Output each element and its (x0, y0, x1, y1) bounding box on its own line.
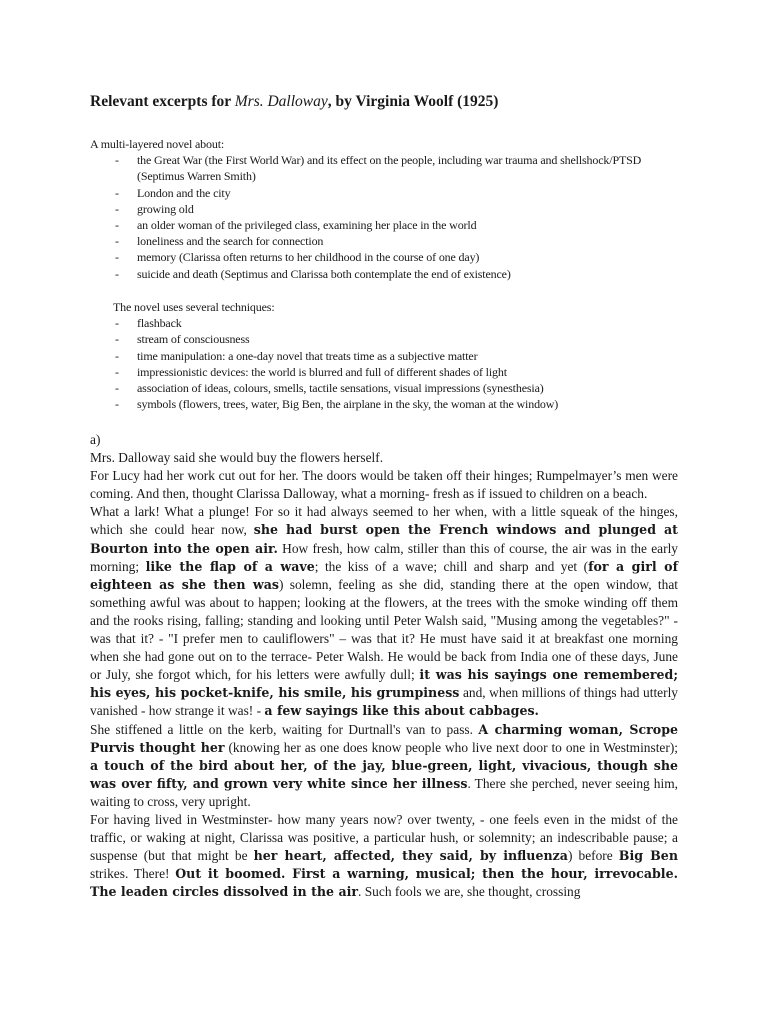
list-item (90, 233, 680, 249)
emphasis-run: a touch of the bird about her, of the jay, blue-green, light, vivacious, though she was over fifty, and grown very white since her illness (90, 757, 678, 791)
dash-marker: - (115, 381, 119, 396)
dash-marker: - (115, 397, 119, 412)
text-run: strikes. There! (90, 866, 176, 882)
excerpt-paragraph (90, 449, 678, 467)
text-run: For Lucy had her work cut out for her. The doors would be taken off their hinges; Rumpelmayer’s men were coming. And then, thought Clarissa Dalloway, what a morning- fresh as if issued to children on a beach. (90, 468, 678, 502)
list-item (90, 331, 680, 347)
emphasis-run: a few sayings like this about cabbages. (264, 703, 539, 719)
title-prefix: Relevant excerpts for (90, 93, 235, 110)
dash-marker: - (115, 185, 119, 200)
list-item (90, 364, 680, 380)
list-item (90, 266, 680, 282)
techniques-lead: The novel uses several techniques: (113, 300, 275, 314)
text-run: (knowing her as one does know people who live next door to one in Westminster); (224, 739, 678, 755)
techniques-section (90, 299, 680, 412)
dash-marker: - (115, 332, 119, 347)
list-item (90, 185, 680, 201)
themes-item-older-woman: an older woman of the privileged class, examining her place in the world (137, 218, 477, 233)
text-run: ) before (567, 848, 619, 864)
dash-marker: - (115, 234, 119, 249)
dash-marker: - (115, 364, 119, 379)
excerpt-paragraph (90, 721, 678, 811)
dash-marker: - (115, 316, 119, 331)
list-item (90, 217, 680, 233)
themes-item-memory: memory (Clarissa often returns to her childhood in the course of one day) (137, 250, 480, 265)
excerpt-paragraph (90, 467, 678, 503)
text-run: What a lark! What a plunge! For so it had always seemed to her when, with a little squeak of the hinges, which she could hear now, (90, 504, 678, 538)
themes-item-loneliness: loneliness and the search for connection (137, 234, 324, 249)
dash-marker: - (115, 348, 119, 363)
emphasis-run: Big Ben (618, 848, 678, 864)
dash-marker: - (115, 250, 119, 265)
excerpt-label: a) (90, 432, 101, 447)
technique-time: time manipulation: a one-day novel that treats time as a subjective matter (137, 348, 478, 363)
themes-section (90, 136, 680, 282)
list-item (90, 152, 680, 184)
text-run: How fresh, how calm, stiller than this of course, the air was in the early morning; (90, 540, 678, 574)
excerpt-paragraph (90, 503, 678, 720)
list-item (90, 380, 680, 396)
emphasis-run: for a girl of eighteen as she then was (90, 558, 678, 592)
themes-item-death: suicide and death (Septimus and Clarissa both contemplate the end of existence) (137, 266, 511, 281)
themes-list (90, 152, 680, 282)
emphasis-run: it was his sayings one remembered; his eyes, his pocket-knife, his smile, his grumpiness (90, 667, 678, 701)
technique-impressionism: impressionistic devices: the world is blurred and full of different shades of light (137, 364, 507, 379)
dash-marker: - (115, 201, 119, 216)
themes-item-growing-old: growing old (137, 201, 194, 216)
list-item (90, 396, 680, 412)
emphasis-run: her heart, affected, they said, by influenza (253, 848, 568, 864)
document-title (90, 92, 690, 112)
list-item (90, 201, 680, 217)
text-run: . There she perched, never seeing him, waiting to cross, very upright. (90, 775, 678, 809)
title-suffix: , by Virginia Woolf (1925) (327, 93, 499, 110)
excerpt-a (90, 431, 678, 901)
emphasis-run: she had burst open the French windows and plunged at Bourton into the open air. (90, 522, 678, 556)
text-run: For having lived in Westminster- how many years now? over twenty, - one feels even in the midst of the traffic, or waking at night, Clarissa was positive, a particular hush, or solemnity; an indescribable pause; a suspense (but that might be (90, 811, 678, 864)
text-run: and, when millions of things had utterly vanished - how strange it was! - (90, 685, 678, 719)
list-item (90, 348, 680, 364)
text-run: Mrs. Dalloway said she would buy the flowers herself. (90, 450, 384, 466)
text-run: ; the kiss of a wave; chill and sharp and yet ( (314, 558, 589, 574)
title-work: Mrs. Dalloway (234, 93, 328, 110)
techniques-list (90, 315, 680, 412)
emphasis-run: A charming woman, Scrope Purvis thought her (90, 721, 679, 755)
technique-flashback: flashback (137, 316, 182, 331)
text-run: She stiffened a little on the kerb, waiting for Durtnall's van to pass. (90, 721, 479, 737)
emphasis-run: like the flap of a wave (145, 558, 315, 574)
list-item (90, 249, 680, 265)
excerpt-paragraph (90, 811, 678, 901)
emphasis-run: Out it boomed. First a warning, musical; then the hour, irrevocable. The leaden circles dissolved in the air (90, 866, 678, 900)
dash-marker: - (115, 153, 119, 168)
dash-marker: - (115, 266, 119, 281)
technique-stream: stream of consciousness (137, 332, 250, 347)
list-item (90, 315, 680, 331)
excerpt-body (90, 449, 678, 901)
themes-lead: A multi-layered novel about: (90, 137, 225, 151)
text-run: . Such fools we are, she thought, crossing (358, 884, 581, 900)
dash-marker: - (115, 218, 119, 233)
technique-association: association of ideas, colours, smells, tactile sensations, visual impressions (synesthesia) (137, 381, 544, 396)
themes-item-war: the Great War (the First World War) and its effect on the people, including war trauma and shellshock/PTSD (Septimus Warren Smith) (137, 153, 642, 184)
technique-symbols: symbols (flowers, trees, water, Big Ben, the airplane in the sky, the woman at the window) (137, 397, 559, 412)
themes-item-london: London and the city (137, 185, 231, 200)
text-run: ) solemn, feeling as she did, standing there at the open window, that something awful was about to happen; looking at the flowers, at the trees with the smoke winding off them and the rooks rising, falling; standing and looking until Peter Walsh said, "Musing among the vegetables?" - was that it? - "I prefer men to cauliflowers" – was that it? He must have said it at breakfast one morning when she had gone out on to the terrace- Peter Walsh. He would be back from India one of these days, June or July, she forgot which, for his letters were awfully dull; (90, 576, 678, 683)
